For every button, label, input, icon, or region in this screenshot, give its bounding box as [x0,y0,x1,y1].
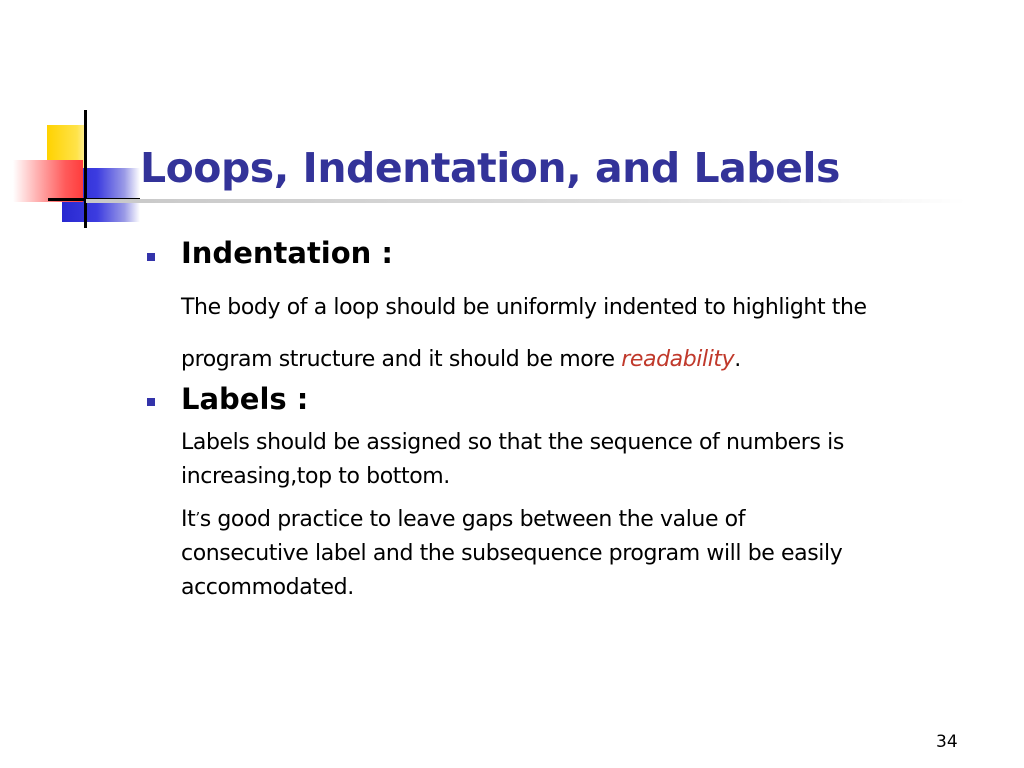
page-number: 34 [936,732,958,752]
labels-p2-line-3: accommodated. [181,575,354,600]
decor-red-square [13,160,83,202]
title-underline [86,199,966,203]
section-heading-labels: Labels : [181,382,309,416]
readability-emphasis: readability [621,347,735,372]
labels-p2-line-1-start: It [181,507,196,532]
indentation-paragraph [181,282,1006,386]
indentation-line-2-end: . [734,347,741,372]
slide-title: Loops, Indentation, and Labels [140,144,840,192]
bullet-icon [147,253,155,261]
bullet-icon [147,398,155,406]
labels-p2-line-1-rest: s good practice to leave gaps between the value of [199,507,746,532]
labels-paragraph-1 [181,426,1006,494]
indentation-line-2: program structure and it should be more [181,347,622,372]
indentation-line-1: The body of a loop should be uniformly indented to highlight the [181,295,867,320]
apostrophe: ’ [195,509,200,527]
labels-p1-line-1: Labels should be assigned so that the sequence of numbers is [181,430,844,455]
section-heading-indentation: Indentation : [181,236,394,270]
labels-paragraph-2 [181,501,1006,605]
labels-p1-line-2: increasing,top to bottom. [181,464,450,489]
decor-vertical-line [84,110,87,228]
labels-p2-line-2: consecutive label and the subsequence program will be easily [181,541,843,566]
